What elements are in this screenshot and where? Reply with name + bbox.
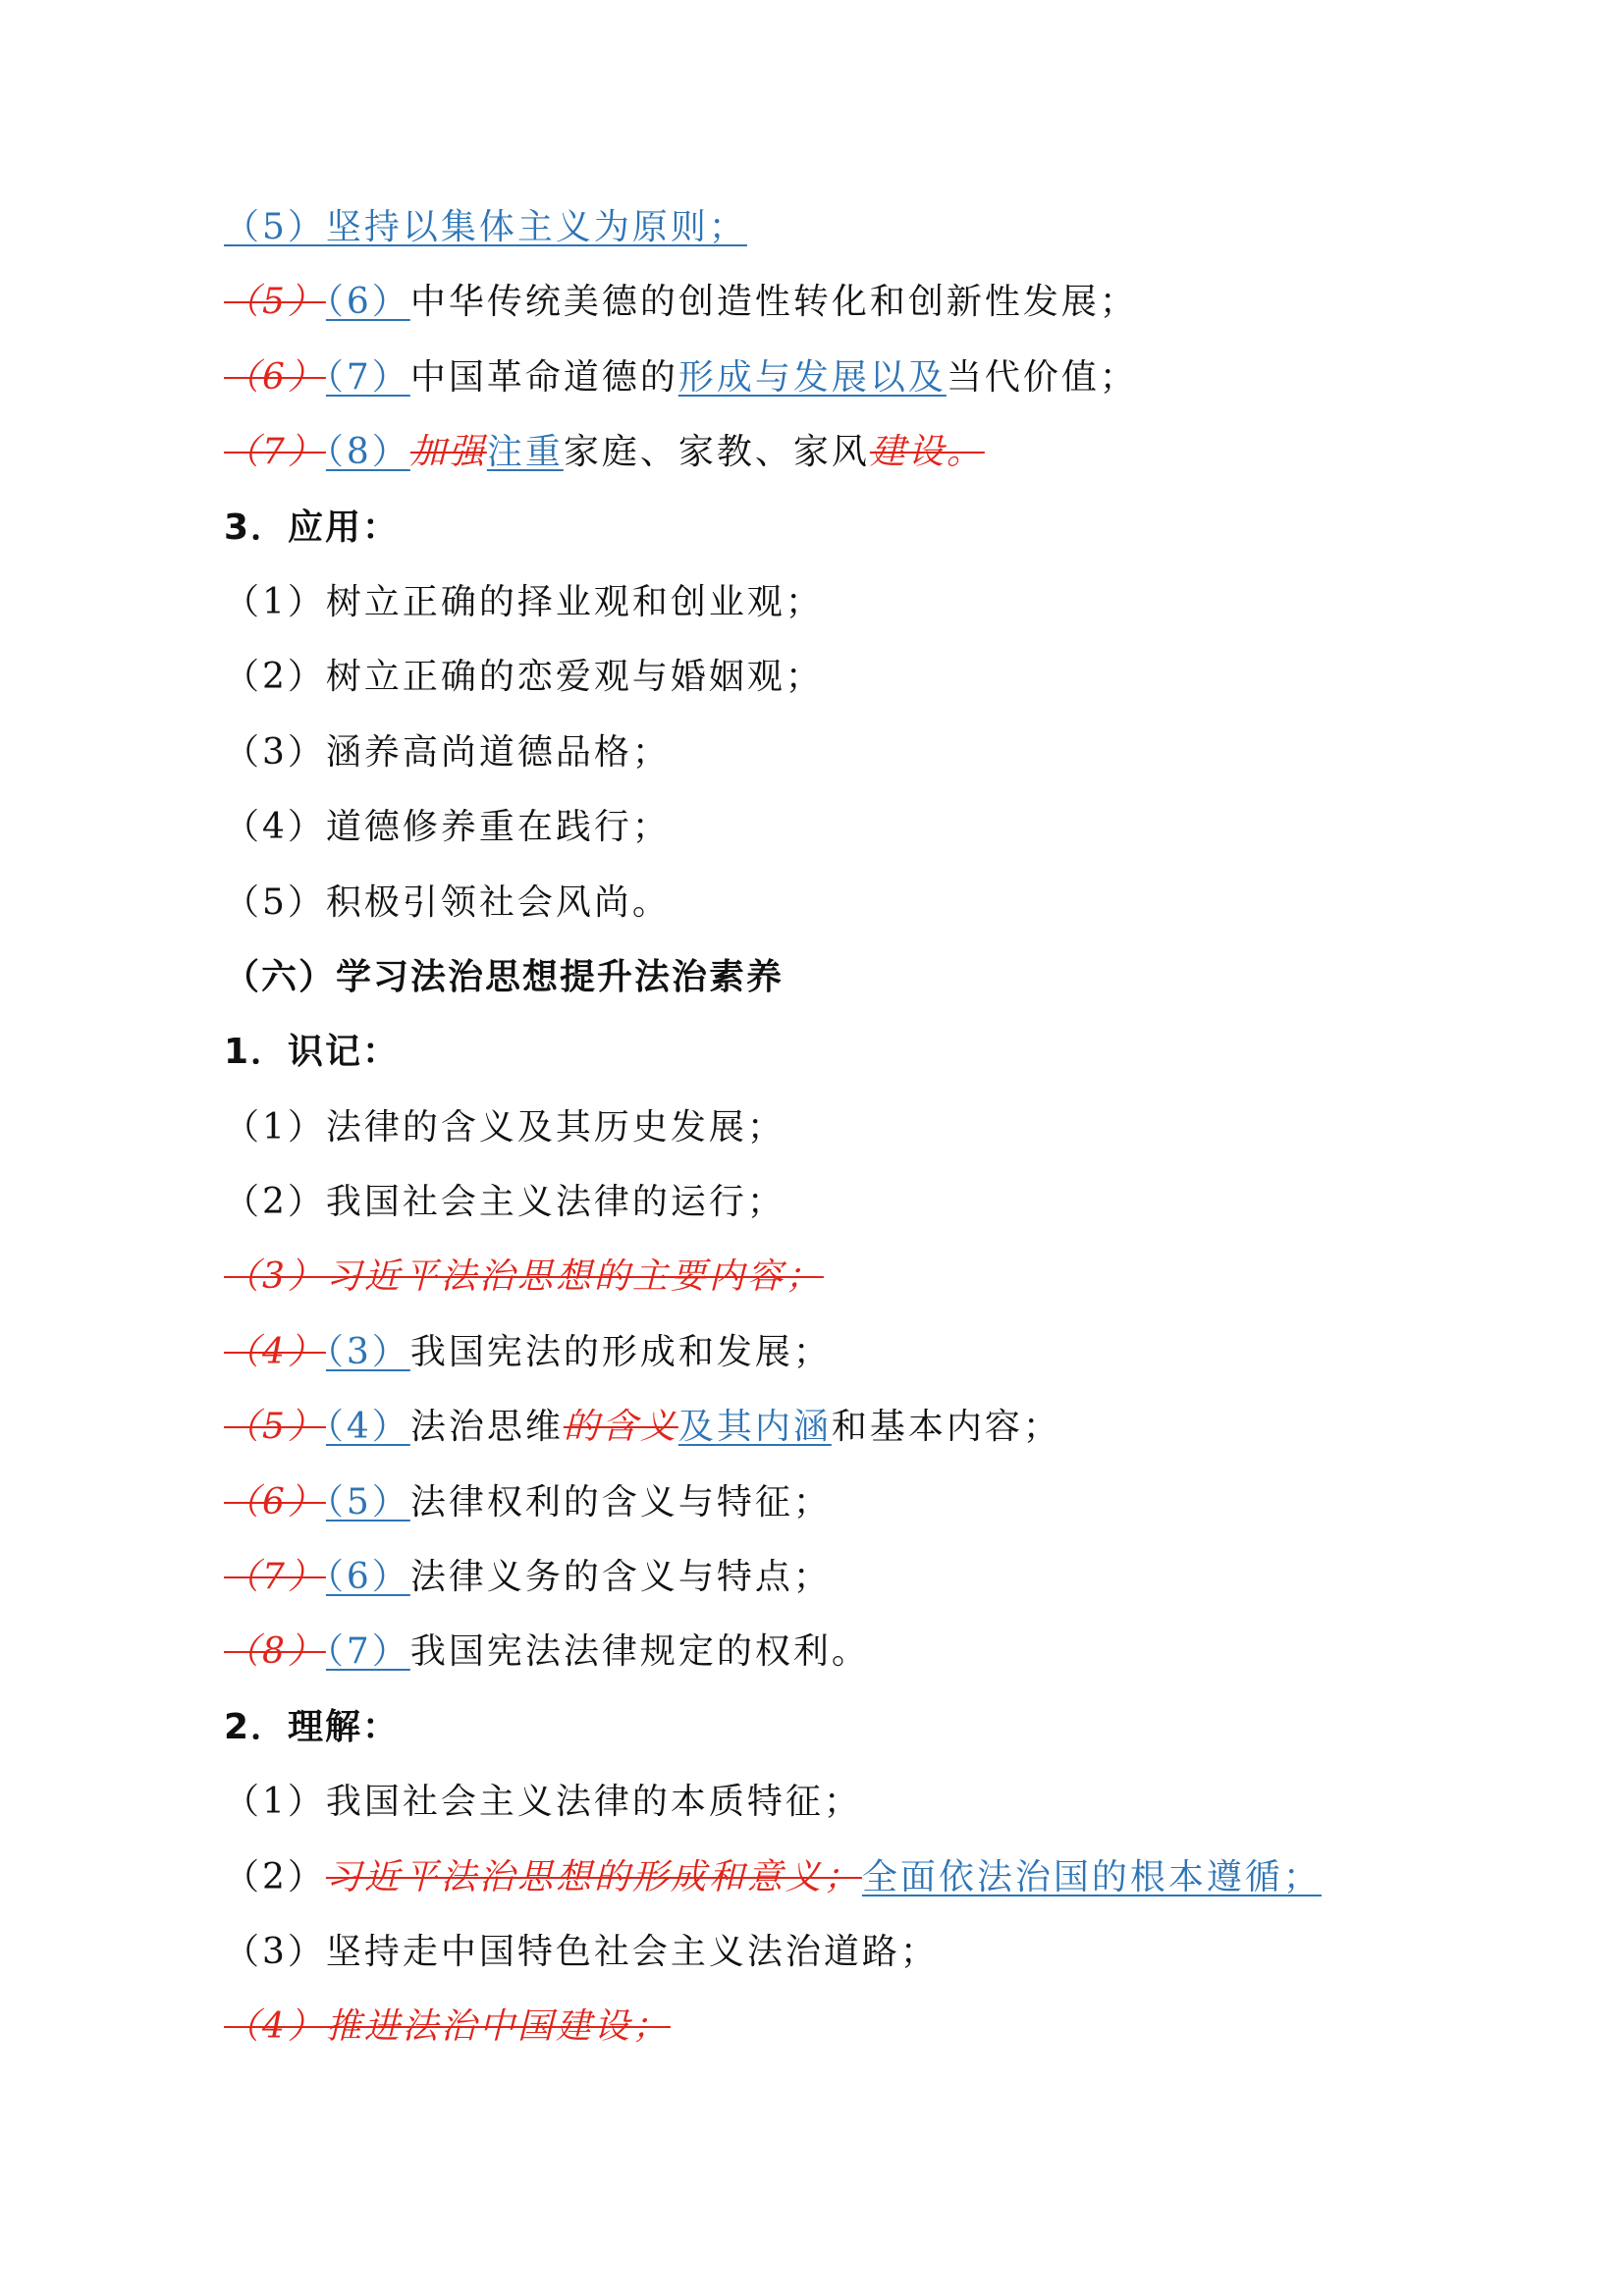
body-text: （3）坚持走中国特色社会主义法治道路； [224, 1931, 939, 1972]
section-heading [224, 1690, 1441, 1765]
inserted-text: （7） [325, 356, 410, 398]
list-line [224, 415, 1441, 490]
body-text: 1．识记： [224, 1032, 401, 1073]
list-line [224, 1915, 1441, 1990]
body-text: （1）树立正确的择业观和创业观； [224, 581, 824, 622]
deleted-text: 的含义 [563, 1407, 678, 1448]
section-heading [224, 491, 1441, 565]
inserted-text: （7） [325, 1631, 410, 1673]
body-text: 法治思维 [409, 1407, 564, 1448]
list-line [224, 1990, 1441, 2064]
body-text: （4）道德修养重在践行； [224, 807, 671, 848]
body-text: （1）法律的含义及其历史发展； [224, 1106, 785, 1148]
list-line [224, 1615, 1441, 1689]
deleted-text: （6） [224, 1481, 326, 1522]
deleted-text: （5） [224, 1407, 326, 1448]
deleted-text: （8） [224, 1631, 326, 1673]
deleted-text: （5） [224, 282, 326, 323]
document-body [224, 190, 1441, 2065]
list-line [224, 1390, 1441, 1465]
deleted-text: （4）推进法治中国建设； [224, 2006, 671, 2048]
list-line [224, 866, 1441, 940]
deleted-text: 加强 [409, 432, 487, 473]
inserted-text: （6） [325, 1557, 410, 1598]
inserted-text: （4） [325, 1407, 410, 1448]
inserted-text: （6） [325, 282, 410, 323]
list-line [224, 265, 1441, 340]
list-line [224, 1765, 1441, 1840]
body-text: （2） [224, 1856, 326, 1897]
inserted-text: （5） [325, 1481, 410, 1522]
inserted-text: （8） [325, 432, 410, 473]
inserted-text: 形成与发展以及 [677, 356, 947, 398]
list-line [224, 1466, 1441, 1540]
list-line [224, 640, 1441, 715]
body-text: 法律权利的含义与特征； [409, 1481, 832, 1522]
body-text: （3）涵养高尚道德品格； [224, 731, 671, 773]
body-text: （六）学习法治思想提升法治素养 [224, 956, 785, 997]
body-text: 我国宪法的形成和发展； [409, 1331, 832, 1372]
deleted-text: 建设。 [869, 432, 985, 473]
body-text: 中华传统美德的创造性转化和创新性发展； [409, 282, 1138, 323]
list-line [224, 1841, 1441, 1915]
deleted-text: （7） [224, 432, 326, 473]
list-line [224, 565, 1441, 640]
body-text: （5）积极引领社会风尚。 [224, 881, 671, 923]
deleted-text: 习近平法治思想的形成和意义； [325, 1856, 862, 1897]
list-line [224, 190, 1441, 265]
body-text: 中国革命道德的 [409, 356, 678, 398]
body-text: 当代价值； [946, 356, 1138, 398]
body-text: 我国宪法法律规定的权利。 [409, 1631, 870, 1673]
body-text: 和基本内容； [831, 1407, 1061, 1448]
list-line [224, 1165, 1441, 1240]
deleted-text: （4） [224, 1331, 326, 1372]
list-line [224, 716, 1441, 790]
section-heading [224, 1015, 1441, 1090]
body-text: （2）树立正确的恋爱观与婚姻观； [224, 657, 824, 698]
inserted-text: （5）坚持以集体主义为原则； [224, 207, 747, 247]
list-line [224, 790, 1441, 865]
body-text: 家庭、家教、家风 [563, 432, 870, 473]
deleted-text: （3）习近平法治思想的主要内容； [224, 1256, 824, 1298]
inserted-text: 全面依法治国的根本遵循； [861, 1856, 1322, 1897]
deleted-text: （7） [224, 1557, 326, 1598]
list-line [224, 1315, 1441, 1390]
list-line [224, 341, 1441, 415]
body-text: （2）我国社会主义法律的运行； [224, 1182, 785, 1223]
body-text: 2．理解： [224, 1706, 401, 1747]
deleted-text: （6） [224, 356, 326, 398]
inserted-text: 注重 [486, 432, 564, 473]
body-text: 法律义务的含义与特点； [409, 1557, 832, 1598]
inserted-text: （3） [325, 1331, 410, 1372]
list-line [224, 1091, 1441, 1165]
list-line [224, 1240, 1441, 1314]
inserted-text: 及其内涵 [677, 1407, 832, 1448]
list-line [224, 1540, 1441, 1615]
body-text: （1）我国社会主义法律的本质特征； [224, 1782, 862, 1823]
body-text: 3．应用： [224, 507, 401, 548]
section-heading [224, 940, 1441, 1015]
